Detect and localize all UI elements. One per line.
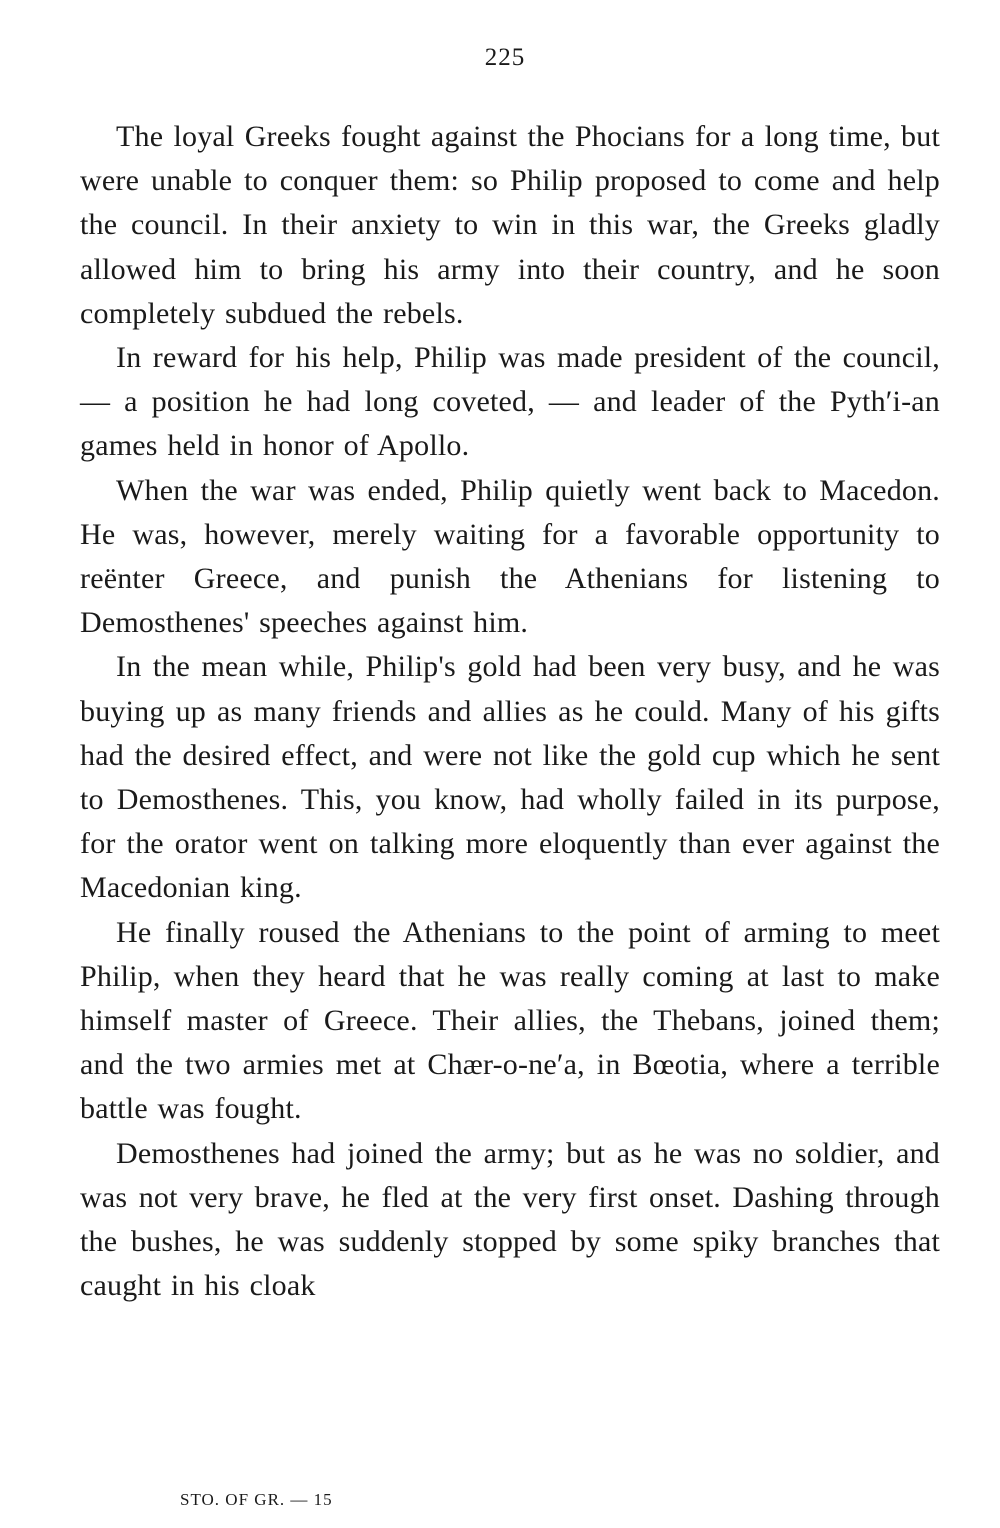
page-body [80,115,940,1308]
paragraph-chaeronea: He finally roused the Athenians to the point of arming to meet Philip, when they heard that he was really coming at last to make himself master of Greece. Their allies, the Thebans, joined them; and the two armies met at Chær-o-ne′a, in Bœotia, where a terrible battle was fought. [80,915,940,1126]
paragraph-reward: In reward for his help, Philip was made president of the council, — a position he had long coveted, — and leader of the Pyth′i-an games held in honor of Apollo. [80,341,940,463]
printer-signature: STO. OF GR. — 15 [180,1490,333,1509]
page-number: 225 [484,44,526,71]
paragraph-war-ended: When the war was ended, Philip quietly went back to Macedon. He was, however, merely waiting for a favorable opportunity to reënter Greece, and punish the Athenians for listening to Demosthenes' speeches against him. [80,473,940,640]
paragraph-phocians: The loyal Greeks fought against the Phocians for a long time, but were unable to conquer them: so Philip proposed to come and help the council. In their anxiety to win in this war, the Greeks gladly allowed him to bring his army into their country, and he soon completely subdued the rebels. [80,120,940,330]
paragraph-demosthenes-fled: Demosthenes had joined the army; but as he was no soldier, and was not very brave, he fled at the very first onset. Dashing through the bushes, he was suddenly stopped by some spiky branches that caught in his cloak [80,1136,940,1303]
paragraph-philips-gold: In the mean while, Philip's gold had been very busy, and he was buying up as many friends and allies as he could. Many of his gifts had the desired effect, and were not like the gold cup which he sent to Demosthenes. This, you know, had wholly failed in its purpose, for the orator went on talking more eloquently than ever against the Macedonian king. [80,650,940,905]
